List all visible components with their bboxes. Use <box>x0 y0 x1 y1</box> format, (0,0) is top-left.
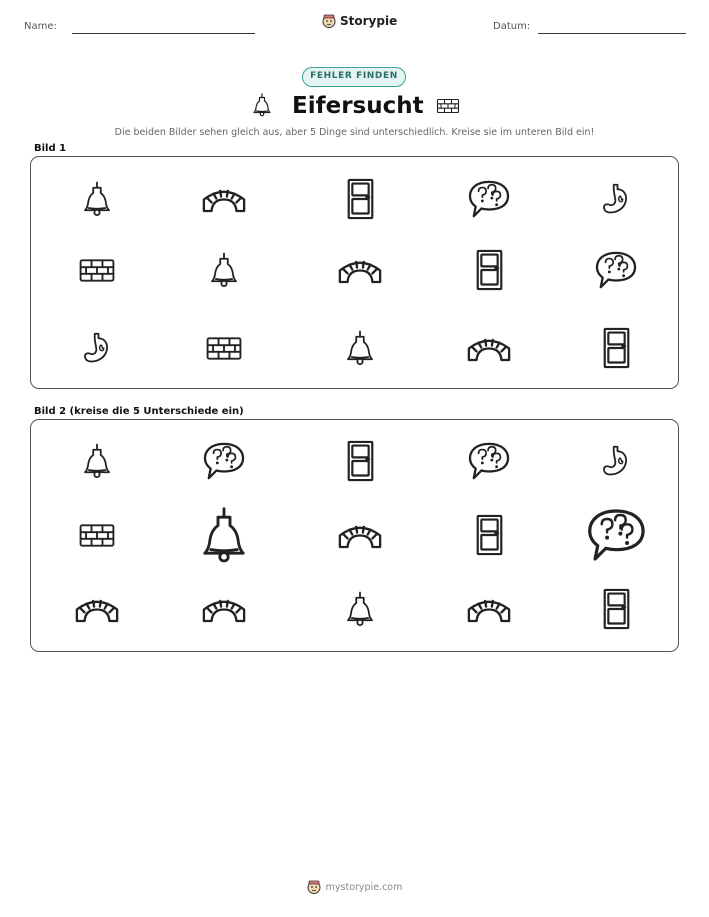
door-icon[interactable] <box>475 513 504 557</box>
bell-icon[interactable] <box>200 500 248 570</box>
bridge-icon[interactable] <box>337 522 383 549</box>
door-icon[interactable] <box>602 587 631 631</box>
date-line[interactable] <box>538 33 686 34</box>
bell-icon[interactable] <box>345 326 375 370</box>
picture2-label: Bild 2 (kreise die 5 Unterschiede ein) <box>34 406 244 417</box>
speech-bubble-icon[interactable] <box>587 507 646 563</box>
door-icon[interactable] <box>346 439 375 483</box>
bridge-icon[interactable] <box>201 186 247 213</box>
brick-wall-icon[interactable] <box>78 523 116 548</box>
storypie-mascot-icon <box>322 14 336 28</box>
worksheet-title: Eifersucht <box>292 93 424 119</box>
door-icon[interactable] <box>346 177 375 221</box>
brand-name: Storypie <box>340 14 398 28</box>
storypie-mascot-icon <box>307 880 321 894</box>
footer-url[interactable]: mystorypie.com <box>325 881 403 893</box>
bell-icon[interactable] <box>82 439 112 483</box>
picture1-label: Bild 1 <box>34 143 67 154</box>
brick-wall-icon[interactable] <box>205 336 243 361</box>
speech-bubble-icon[interactable] <box>468 441 510 481</box>
name-line[interactable] <box>72 33 255 34</box>
bell-icon[interactable] <box>82 177 112 221</box>
footer <box>0 880 709 894</box>
bell-icon[interactable] <box>345 587 375 631</box>
date-label: Datum: <box>493 21 531 32</box>
speech-bubble-icon[interactable] <box>203 441 245 481</box>
brick-wall-icon <box>436 98 460 114</box>
bridge-icon[interactable] <box>201 596 247 623</box>
speech-bubble-icon[interactable] <box>595 250 637 290</box>
bridge-icon[interactable] <box>466 596 512 623</box>
brand-logo <box>322 14 397 28</box>
name-label: Name: <box>24 21 57 32</box>
stomach-icon[interactable] <box>601 179 631 219</box>
instructions: Die beiden Bilder sehen gleich aus, aber 5 Dinge sind unterschiedlich. Kreise sie im unteren Bild ein! <box>114 127 595 138</box>
stomach-icon[interactable] <box>82 328 112 368</box>
brick-wall-icon[interactable] <box>78 258 116 283</box>
activity-badge: FEHLER FINDEN <box>302 67 406 87</box>
bridge-icon[interactable] <box>466 335 512 362</box>
bridge-icon[interactable] <box>337 257 383 284</box>
bridge-icon[interactable] <box>74 596 120 623</box>
stomach-icon[interactable] <box>601 441 631 481</box>
door-icon[interactable] <box>475 248 504 292</box>
door-icon[interactable] <box>602 326 631 370</box>
bell-icon <box>252 93 272 117</box>
speech-bubble-icon[interactable] <box>468 179 510 219</box>
bell-icon[interactable] <box>209 248 239 292</box>
